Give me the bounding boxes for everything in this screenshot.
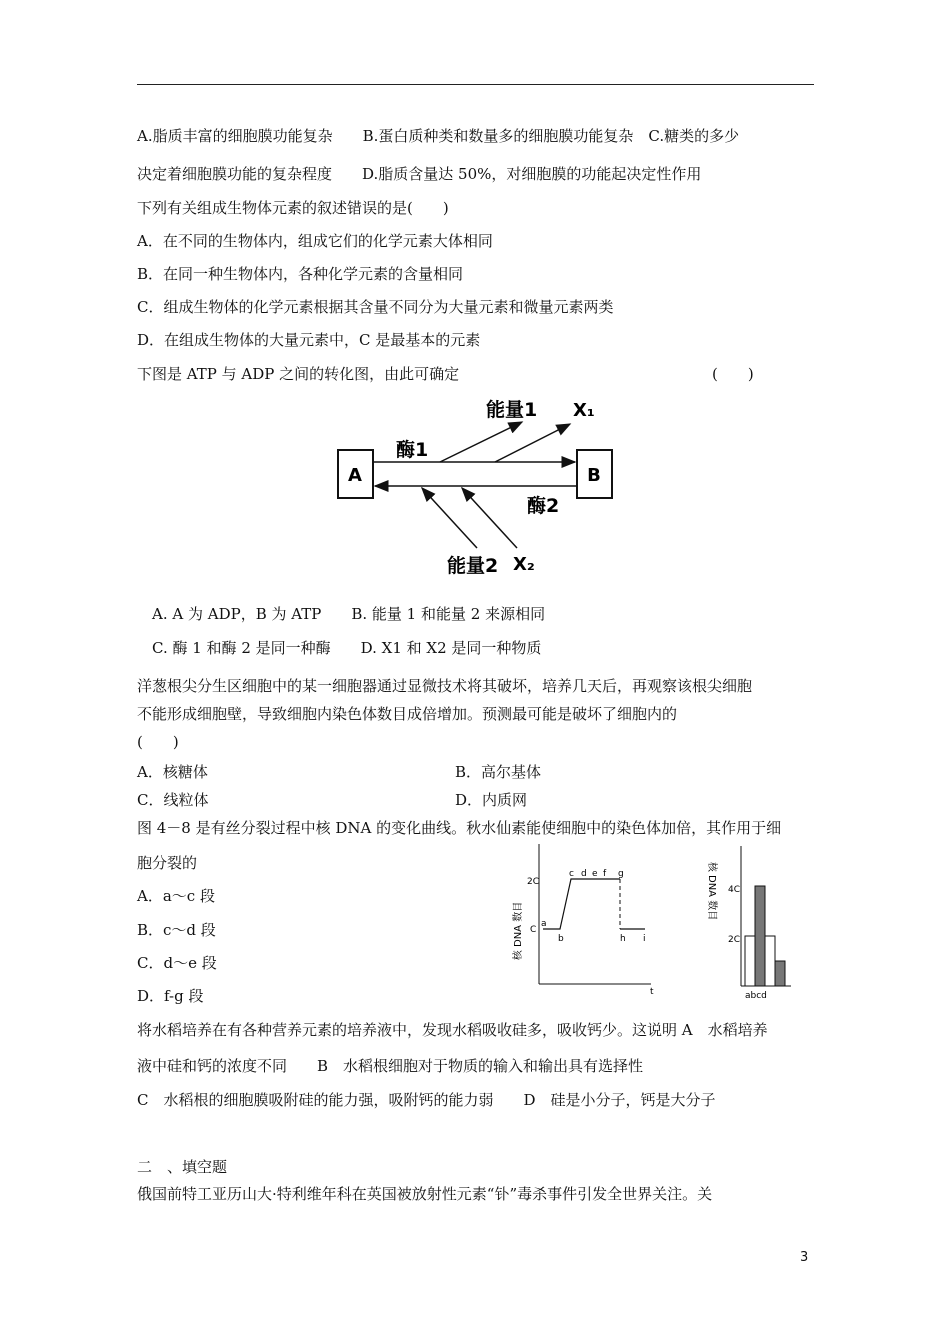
line-point-i: i — [643, 934, 646, 944]
page-number: 3 — [800, 1250, 809, 1265]
line-point-labels — [541, 869, 646, 944]
bar-y-axis-label: 核 DNA 数目 — [706, 861, 717, 921]
bar-x-labels: abcd — [745, 991, 767, 1001]
onion-option-c: C．线粒体 — [137, 791, 209, 809]
bar-a — [745, 936, 755, 986]
line-point-g: g — [618, 869, 624, 879]
enzyme2-label: 酶2 — [527, 495, 560, 517]
atp-answer-paren: ( ) — [712, 365, 754, 383]
membrane-options-line1: A.脂质丰富的细胞膜功能复杂 B.蛋白质种类和数量多的细胞膜功能复杂 C.糖类的多少 — [137, 127, 740, 145]
dna-line-chart — [505, 836, 655, 996]
x-axis-label: t — [650, 987, 654, 996]
ytick-c: C — [530, 925, 537, 935]
onion-answer-paren: ( ) — [137, 733, 179, 751]
arrow-energy1 — [440, 422, 522, 462]
line-point-b: b — [558, 934, 564, 944]
bar-d — [775, 961, 785, 986]
onion-question-line2: 不能形成细胞壁，导致细胞内染色体数目成倍增加。预测最可能是破坏了细胞内的 — [137, 705, 678, 723]
line-point-e: e — [592, 869, 598, 879]
energy1-label: 能量1 — [486, 399, 538, 421]
membrane-options-line2: 决定着细胞膜功能的复杂程度 D.脂质含量达 50%，对细胞膜的功能起决定性作用 — [137, 165, 702, 183]
box-a-label: A — [348, 465, 362, 486]
box-b-label: B — [587, 465, 601, 486]
onion-option-a: A．核糖体 — [137, 763, 208, 781]
elements-option-d: D．在组成生物体的大量元素中，C 是最基本的元素 — [137, 331, 481, 349]
atp-options-line2: C. 酶 1 和酶 2 是同一种酶 D. X1 和 X2 是同一种物质 — [152, 639, 542, 657]
section2-question-line1: 俄国前特工亚历山大·特利维年科在英国被放射性元素“钋”毒杀事件引发全世界关注。关 — [137, 1185, 713, 1203]
onion-question-line1: 洋葱根尖分生区细胞中的某一细胞器通过显微技术将其破坏，培养几天后，再观察该根尖细胞 — [137, 677, 753, 695]
mitosis-option-b: B．c～d 段 — [137, 921, 216, 939]
line-point-f: f — [603, 869, 607, 879]
line-point-d: d — [581, 869, 587, 879]
bar-ytick-2c: 2C — [728, 935, 741, 945]
y-axis-label: 核 DNA 数目 — [513, 901, 524, 961]
bar-c — [765, 936, 775, 986]
rice-question-line3: C 水稻根的细胞膜吸附硅的能力强，吸附钙的能力弱 D 硅是小分子，钙是大分子 — [137, 1091, 716, 1109]
x2-label: X₂ — [513, 554, 535, 575]
ytick-2c: 2C — [527, 877, 540, 887]
onion-option-d: D．内质网 — [455, 791, 528, 809]
enzyme1-label: 酶1 — [396, 439, 429, 461]
line-point-c: c — [569, 869, 574, 879]
bar-ytick-4c: 4C — [728, 885, 741, 895]
rice-question-line2: 液中硅和钙的浓度不同 B 水稻根细胞对于物质的输入和输出具有选择性 — [137, 1057, 644, 1075]
onion-option-b: B．高尔基体 — [455, 763, 542, 781]
atp-question-stem: 下图是 ATP 与 ADP 之间的转化图，由此可确定 — [137, 365, 460, 383]
dna-curve — [543, 879, 620, 929]
atp-adp-diagram — [330, 390, 630, 590]
elements-option-c: C．组成生物体的化学元素根据其含量不同分为大量元素和微量元素两类 — [137, 298, 614, 316]
elements-question-stem: 下列有关组成生物体元素的叙述错误的是( ) — [137, 199, 449, 217]
mitosis-option-a: A．a～c 段 — [137, 887, 215, 905]
rice-question-line1: 将水稻培养在有各种营养元素的培养液中，发现水稻吸收硅多，吸收钙少。这说明 A 水稻培养 — [137, 1021, 768, 1039]
atp-options-line1: A. A 为 ADP，B 为 ATP B. 能量 1 和能量 2 来源相同 — [152, 605, 546, 623]
arrow-x2 — [462, 488, 517, 548]
header-rule — [137, 84, 814, 85]
mitosis-question-line1: 图 4－8 是有丝分裂过程中核 DNA 的变化曲线。秋水仙素能使细胞中的染色体加倍，其作用于细 — [137, 819, 782, 837]
mitosis-question-line2: 胞分裂的 — [137, 854, 198, 872]
dna-bar-chart — [695, 836, 805, 1006]
bar-b — [755, 886, 765, 986]
line-point-a: a — [541, 919, 547, 929]
energy2-label: 能量2 — [447, 555, 499, 577]
mitosis-option-c: C．d～e 段 — [137, 954, 217, 972]
line-point-h: h — [620, 934, 626, 944]
mitosis-option-d: D．f-g 段 — [137, 987, 204, 1005]
arrow-energy2 — [422, 488, 477, 548]
elements-option-a: A．在不同的生物体内，组成它们的化学元素大体相同 — [137, 232, 493, 250]
x1-label: X₁ — [573, 400, 595, 421]
section2-heading: 二 、填空题 — [137, 1158, 228, 1176]
elements-option-b: B．在同一种生物体内，各种化学元素的含量相同 — [137, 265, 464, 283]
